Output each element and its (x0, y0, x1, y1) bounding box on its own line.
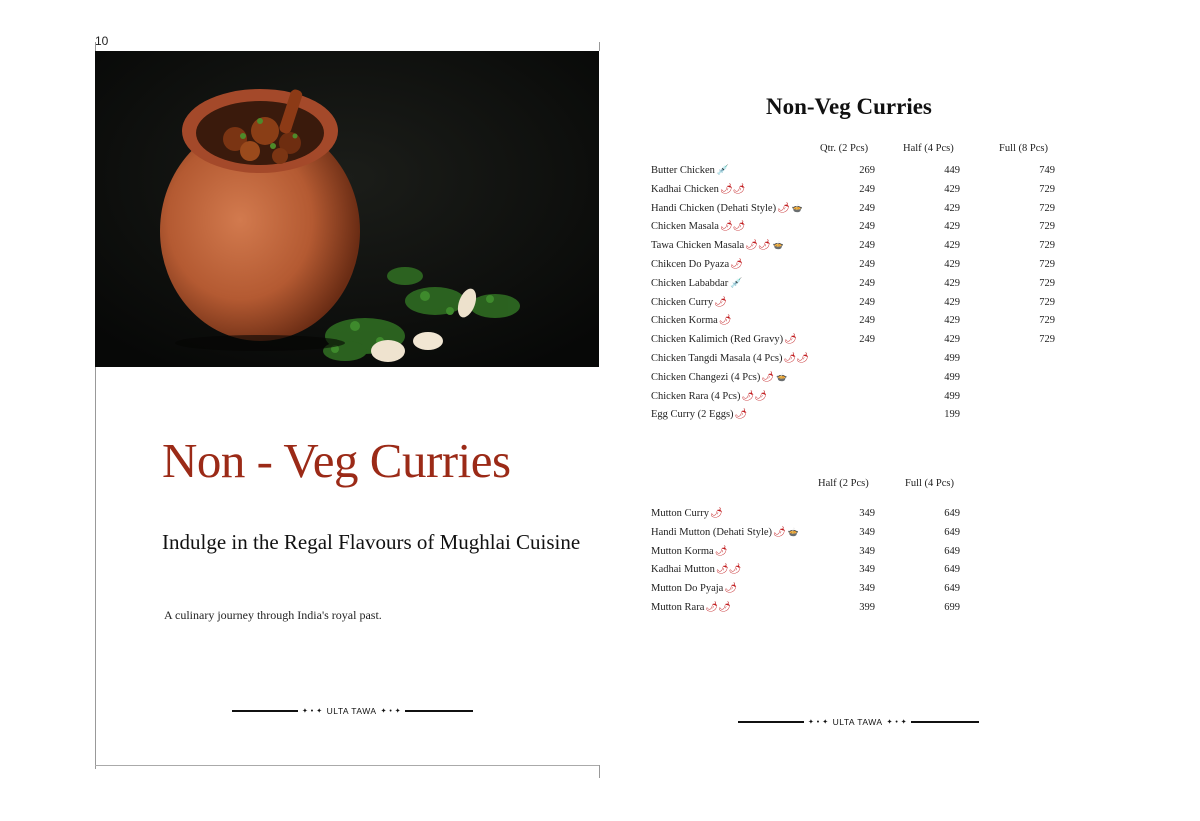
price-half: 499 (944, 390, 960, 402)
crop-mark-right (599, 42, 600, 51)
price-qtr: 249 (859, 296, 875, 308)
menu-item-name (651, 165, 729, 176)
price-full: 649 (944, 583, 960, 595)
menu-item-name (651, 184, 745, 195)
price-full: 729 (1039, 240, 1055, 252)
syringe-icon: 💉 (716, 165, 730, 176)
menu-item-row (651, 334, 1061, 353)
menu-item-name (651, 546, 727, 557)
dish-name: Mutton Curry (651, 508, 710, 519)
price-half: 349 (859, 564, 875, 576)
price-full: 729 (1039, 183, 1055, 195)
menu-item-row (651, 353, 1061, 372)
chili-icon: 🌶 (724, 583, 738, 595)
menu-item-name (651, 334, 797, 345)
menu-item-name (651, 259, 743, 270)
dish-name: Mutton Rara (651, 602, 705, 613)
menu-item-row (651, 221, 1061, 240)
price-full: 649 (944, 508, 960, 519)
mutton-col-half: Half (2 Pcs) (818, 478, 869, 489)
price-full: 749 (1039, 165, 1055, 176)
price-qtr: 249 (859, 334, 875, 346)
menu-item-row (651, 297, 1061, 316)
double-chili-icon: 🌶🌶 (783, 353, 809, 364)
price-half: 429 (944, 259, 960, 270)
dish-name: Butter Chicken (651, 165, 715, 176)
dish-name: Tawa Chicken Masala (651, 240, 745, 252)
double-chili-icon: 🌶🌶 (719, 221, 746, 233)
price-half: 399 (859, 602, 875, 613)
price-half: 429 (944, 334, 960, 346)
menu-item-row (651, 564, 1061, 583)
price-full: 729 (1039, 202, 1055, 214)
price-qtr: 249 (859, 221, 875, 233)
menu-item-name (651, 278, 743, 289)
pot-icon: 🍲 (791, 202, 804, 213)
chili-icon: 🌶 (714, 545, 728, 557)
price-half: 429 (944, 240, 960, 252)
pot-icon: 🍲 (776, 371, 788, 382)
pot-icon: 🍲 (787, 526, 799, 537)
double-chili-icon: 🌶🌶 (741, 390, 767, 402)
price-full: 649 (944, 526, 960, 538)
menu-item-row (651, 184, 1061, 203)
price-full: 729 (1039, 259, 1055, 270)
price-half: 449 (944, 165, 960, 176)
price-qtr: 249 (859, 202, 875, 214)
dish-name: Chikcen Do Pyaza (651, 259, 730, 270)
price-full: 729 (1039, 221, 1055, 233)
menu-item-name (651, 297, 727, 308)
price-half: 199 (944, 409, 960, 421)
price-qtr: 249 (859, 183, 875, 195)
menu-item-name (651, 240, 784, 251)
price-qtr: 249 (859, 315, 875, 327)
dish-name: Chicken Rara (4 Pcs) (651, 390, 741, 402)
dish-name: Chicken Lababdar (651, 277, 729, 289)
menu-item-name (651, 315, 731, 326)
dish-name: Chicken Changezi (4 Pcs) (651, 371, 761, 383)
crop-mark-right-bottom (599, 765, 600, 778)
dish-name: Chicken Korma (651, 315, 718, 327)
price-qtr: 269 (859, 165, 875, 176)
price-half: 499 (944, 371, 960, 383)
dish-name: Chicken Masala (651, 221, 719, 233)
menu-item-row (651, 372, 1061, 391)
pot-icon: 🍲 (772, 240, 784, 251)
menu-item-name (651, 583, 737, 594)
menu-item-row (651, 165, 1061, 184)
price-full: 699 (944, 602, 960, 613)
dish-name: Egg Curry (2 Eggs) (651, 409, 734, 421)
chili-icon: 🌶 (710, 508, 723, 519)
dish-name: Handi Mutton (Dehati Style) (651, 526, 773, 538)
price-half: 429 (944, 202, 960, 214)
menu-item-row (651, 546, 1061, 565)
price-full: 729 (1039, 334, 1055, 346)
menu-item-row (651, 278, 1061, 297)
menu-item-row (651, 240, 1061, 259)
price-full: 729 (1039, 277, 1055, 289)
brand-name: ULTA TAWA (832, 717, 883, 727)
crop-mark-bottom (95, 765, 599, 766)
menu-item-row (651, 508, 1061, 527)
syringe-icon: 💉 (730, 277, 743, 289)
dish-name: Kadhai Mutton (651, 564, 715, 576)
menu-item-name (651, 508, 723, 519)
chili-icon: 🌶 (761, 371, 775, 383)
menu-item-name (651, 409, 747, 420)
dish-name: Handi Chicken (Dehati Style) (651, 202, 777, 214)
price-half: 349 (859, 545, 875, 557)
price-full: 649 (944, 545, 960, 557)
chili-icon: 🌶 (734, 409, 748, 421)
price-half: 349 (859, 583, 875, 595)
dish-name: Kadhai Chicken (651, 183, 719, 195)
brand-divider-left: ✦ • ✦ ULTA TAWA ✦ • ✦ (232, 706, 473, 716)
menu-item-name (651, 602, 731, 613)
menu-item-row (651, 315, 1061, 334)
menu-item-row (651, 602, 1061, 621)
chicken-col-half: Half (4 Pcs) (903, 143, 954, 154)
menu-item-name (651, 372, 787, 383)
mutton-col-full: Full (4 Pcs) (905, 478, 955, 489)
menu-item-row (651, 583, 1061, 602)
dish-name: Chicken Kalimich (Red Gravy) (651, 334, 784, 346)
section-tagline: A culinary journey through India's royal past. (164, 608, 382, 622)
price-qtr: 249 (859, 240, 875, 252)
price-half: 499 (944, 353, 960, 364)
section-subtitle: Indulge in the Regal Flavours of Mughlai Cuisine (162, 530, 581, 554)
chili-icon: 🌶 (714, 296, 727, 308)
food-photo (95, 51, 599, 367)
chili-icon: 🌶 (784, 334, 797, 346)
brand-divider-right: ✦ • ✦ ULTA TAWA ✦ • ✦ (738, 717, 979, 727)
dish-name: Mutton Korma (651, 545, 714, 557)
chicken-col-qtr: Qtr. (2 Pcs) (820, 143, 869, 154)
double-chili-icon: 🌶🌶 (715, 564, 742, 576)
price-qtr: 249 (859, 277, 875, 289)
menu-item-row (651, 527, 1061, 546)
menu-item-name (651, 221, 745, 232)
dish-name: Chicken Curry (651, 296, 714, 308)
price-full: 649 (944, 564, 960, 576)
price-qtr: 249 (859, 259, 875, 270)
menu-item-name (651, 564, 741, 575)
double-chili-icon: 🌶🌶 (705, 602, 731, 613)
chili-icon: 🌶 (777, 202, 790, 214)
price-half: 429 (944, 296, 960, 308)
menu-item-name (651, 527, 799, 538)
dish-name: Mutton Do Pyaja (651, 583, 724, 595)
price-half: 429 (944, 183, 960, 195)
chili-icon: 🌶 (718, 315, 732, 327)
chili-icon: 🌶 (730, 259, 743, 270)
section-title: Non - Veg Curries (162, 433, 511, 488)
menu-item-name (651, 353, 809, 364)
price-half: 429 (944, 221, 960, 233)
menu-item-row (651, 391, 1061, 410)
price-half: 429 (944, 277, 960, 289)
menu-item-row (651, 409, 1061, 428)
page-number: 10 (95, 34, 109, 48)
menu-title: Non-Veg Curries (766, 94, 932, 119)
double-chili-icon: 🌶🌶 (719, 183, 746, 195)
clay-pot-image (95, 51, 599, 367)
menu-item-row (651, 203, 1061, 222)
dish-name: Chicken Tangdi Masala (4 Pcs) (651, 353, 783, 364)
double-chili-icon: 🌶🌶 (745, 240, 771, 252)
price-full: 729 (1039, 296, 1055, 308)
chicken-col-full: Full (8 Pcs) (999, 143, 1049, 154)
price-half: 349 (859, 526, 875, 538)
menu-item-name (651, 391, 767, 402)
price-full: 729 (1039, 315, 1055, 327)
menu-item-row (651, 259, 1061, 278)
price-half: 349 (859, 508, 875, 519)
price-half: 429 (944, 315, 960, 327)
brand-name: ULTA TAWA (326, 706, 377, 716)
chili-icon: 🌶 (773, 526, 786, 538)
menu-item-name (651, 203, 803, 214)
